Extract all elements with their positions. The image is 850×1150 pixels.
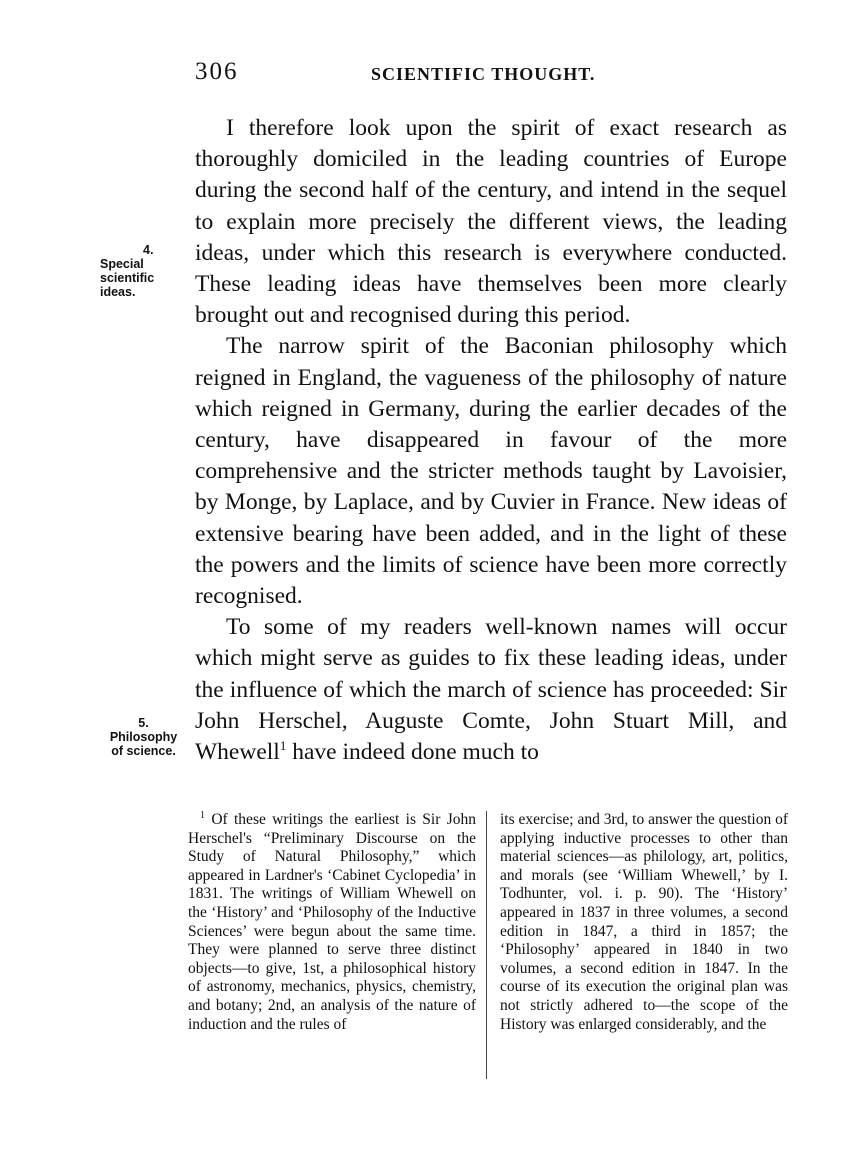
footnote-column-divider — [486, 811, 487, 1079]
running-head: SCIENTIFIC THOUGHT. — [371, 64, 596, 84]
sidenote-number: 5. — [138, 716, 149, 730]
footnote-column-right — [500, 811, 788, 1034]
page-header — [195, 58, 787, 88]
sidenote-line: scientific — [100, 271, 155, 285]
sidenote-line: of science. — [111, 744, 176, 758]
footnotes — [188, 811, 788, 1091]
paragraph-text: To some of my readers well-known names will occur which might serve as guides to fix these leading ideas, under the influence of which the march of science has proceeded: Sir John Herschel, Auguste Comte, John Stuart Mill, and Whewell — [195, 614, 787, 766]
paragraph-text: have indeed done much to — [286, 739, 539, 766]
paragraph: The narrow spirit of the Baconian philosophy which reigned in England, the vagueness of the philosophy of nature which reigned in Germany, during the earlier decades of the century, have disappeared in favour of the more comprehensive and the stricter methods taught by Lavoisier, by Monge, by Laplace, and by Cuvier in France. New ideas of extensive bearing have been added, and in the light of these the powers and the limits of science have been more correctly recognised. — [195, 333, 787, 610]
sidenote-special-scientific-ideas — [100, 243, 170, 299]
sidenote-line: Special — [100, 257, 144, 271]
footnote-reference[interactable]: 1 — [279, 738, 287, 754]
footnote-column-left — [188, 811, 476, 1034]
main-text — [195, 113, 787, 768]
sidenote-philosophy-of-science — [101, 716, 186, 758]
sidenote-line: Philosophy — [109, 730, 178, 744]
paragraph — [195, 612, 787, 768]
page-number: 306 — [195, 58, 239, 85]
footnote-body: Of these writings the earliest is Sir John Herschel's “Preliminary Discourse on the Study of Natural Philosophy,” which appeared in Lardner's ‘Cabinet Cyclopedia’ in 1831. The writings of William Whewell on the ‘History’ and ‘Philosophy of the Inductive Sciences’ were begun about the same time. They were planned to serve three distinct objects—to give, 1st, a philosophical history of astronomy, mechanics, physics, chemistry, and botany; 2nd, an analysis of the nature of induction and the rules of — [188, 811, 476, 1033]
sidenote-line: ideas. — [100, 285, 136, 299]
footnote-text — [188, 811, 476, 1034]
paragraph: I therefore look upon the spirit of exact research as thoroughly domiciled in the leading countries of Europe during the second half of the century, and intend in the sequel to explain more precisely the different views, the leading ideas, under which this research is everywhere conducted. These leading ideas have themselves been more clearly brought out and recognised during this period. — [195, 115, 787, 329]
sidenote-number: 4. — [143, 243, 154, 257]
footnote-marker: 1 — [200, 809, 205, 821]
footnote-body: its exercise; and 3rd, to answer the question of applying inductive processes to other than material sciences—as philology, art, politics, and morals (see ‘William Whewell,’ by I. Todhunter, vol. i. p. 90). The ‘History’ appeared in 1837 in three volumes, a second edition in 1847, a third in 1857; the ‘Philosophy’ appeared in 1840 in two volumes, a second edition in 1847. In the course of its execution the original plan was not strictly adhered to—the scope of the History was enlarged considerably, and the — [500, 811, 788, 1033]
